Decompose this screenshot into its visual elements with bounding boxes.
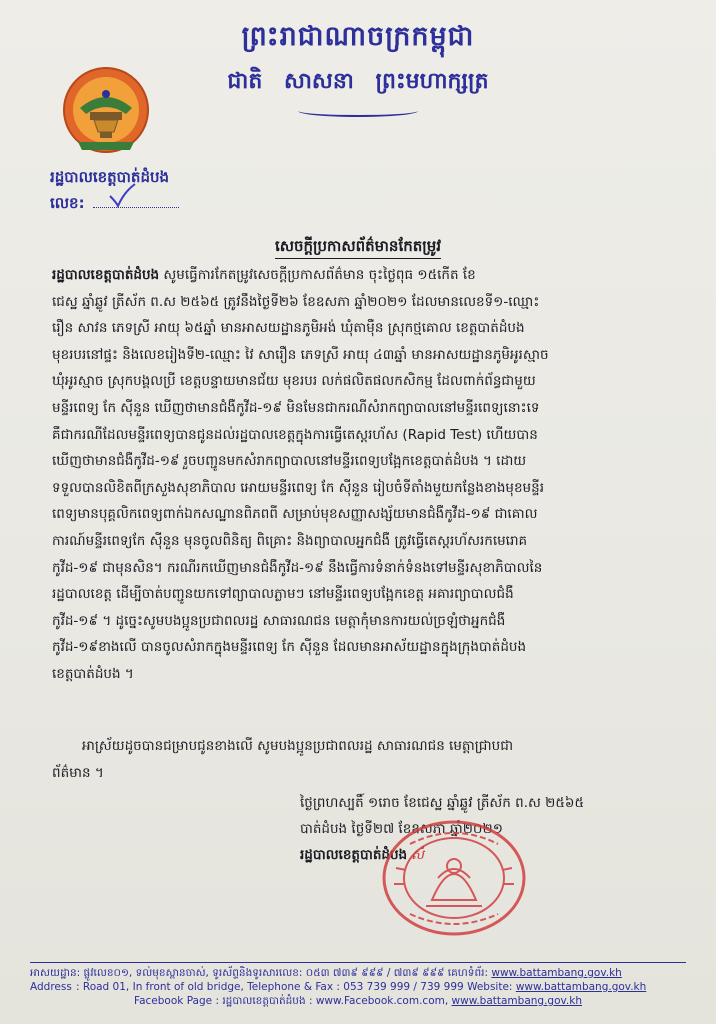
body-line: ឃុំអូរស្មាច ស្រុកបង្គលប្រី ខេត្តបន្ទាយមានជ័យ មុខរបរ លក់ផលិតផលកសិកម្ម ដែលពាក់ព័ន្ធជាមួយ <box>52 373 536 390</box>
body-line: កូវីដ-១៩ ជាមុនសិន។ ករណីរកឃើញមានជំងឺកូវីដ-១៩ នឹងធ្វើការទំនាក់ទំនងទៅមន្ទីរសុខាភិបាលនៃ <box>52 559 543 576</box>
document-title <box>0 237 716 259</box>
body-line: ការណ៍មន្ទីរពេទ្យកែ ស៊ីនួន មុនចូលពិនិត្យ ពិគ្រោះ និងព្យាបាលអ្នកជំងឺ ត្រូវធ្វើតេស្តរហ័សរកមេរោគ <box>52 532 528 549</box>
body-line: រដ្ឋបាលខេត្ត ដើម្បីចាត់បញ្ជូនយកទៅព្យាបាលភ្លាមៗ នៅមន្ទីរពេទ្យបង្អែកខេត្ត អគារព្យាបាលជំងឺ <box>52 586 514 603</box>
issue-date: បាត់ដំបង ថ្ងៃទី២៧ ខែឧសភា ឆ្នាំ២០២១ <box>300 821 503 837</box>
footer-address-km: អាសយដ្ឋាន: ផ្លូវលេខ០១, ទល់មុខស្ពានចាស់, ទូរស័ព្ទនិងទូរសារលេខ: ០៥៣ ៧៣៩ ៩៩៩ / ៧៣៩ ៩៩៩ គេហទំព័រ: www.battambang.gov.kh <box>30 967 622 979</box>
lunar-date: ថ្ងៃព្រហស្បតិ៍ ១រោច ខែជេស្ឋ ឆ្នាំឆ្លូវ ត្រីស័ក ព.ស ២៥៦៥ <box>300 795 585 811</box>
website-link[interactable]: www.battambang.gov.kh <box>451 995 582 1007</box>
province-emblem-logo <box>60 64 152 164</box>
footer-address-en: Address : Road 01, In front of old bridge, Telephone & Fax : 053 739 999 / 739 999 Website: www.battambang.gov.kh <box>30 981 647 993</box>
body-paragraph <box>52 262 664 688</box>
issuing-authority: រដ្ឋបាលខេត្តបាត់ដំបង <box>50 168 170 186</box>
website-link[interactable]: www.battambang.gov.kh <box>491 967 622 979</box>
footer-facebook: Facebook Page : រដ្ឋបាលខេត្តបាត់ដំបង : www.Facebook.com.com, www.battambang.gov.kh <box>134 995 582 1007</box>
body-line: កូវីដ-១៩ ។ ដូច្នេះសូមបងប្អូនប្រជាពលរដ្ឋ សាធារណជន មេត្តាកុំមានការយល់ច្រឡំថាអ្នកជំងឺ <box>52 612 506 629</box>
checkmark-icon <box>108 182 136 208</box>
number-label: លេខ: <box>50 194 85 212</box>
body-line: ទទួលបានលិខិតពីក្រសួងសុខាភិបាល អោយមន្ទីរពេទ្យ កែ ស៊ីនួន រៀបចំទីតាំងមួយកន្លែងខាងមុខមន្ទីរ <box>52 479 544 496</box>
website-link[interactable]: www.battambang.gov.kh <box>515 981 647 993</box>
motto-ornament <box>298 105 418 117</box>
body-line: រឿន សាវន ភេទស្រី អាយុ ៦៥ឆ្នាំ មានអាសយដ្ឋានភូមិអង់ ឃុំតាម៉ឺន ស្រុកថ្មគោល ខេត្តបាត់ដំបង <box>52 320 525 337</box>
page-footer <box>30 962 686 1008</box>
body-line: សូមធ្វើការកែតម្រូវសេចក្តីប្រកាសព័ត៌មាន ចុះថ្ងៃពុធ ១៥កើត ខែ <box>163 267 476 283</box>
paragraph-lead: រដ្ឋបាលខេត្តបាត់ដំបង <box>52 267 160 283</box>
body-line: មុខរបរនៅផ្ទះ និងលេខរៀងទី២-ឈ្មោះ វៃ សារឿន ភេទស្រី អាយុ ៤៣ឆ្នាំ មានអាសយដ្ឋានភូមិអូរស្មាច <box>52 346 549 363</box>
official-seal-stamp <box>380 818 528 938</box>
title-text: សេចក្តីប្រកាសព័ត៌មានកែតម្រូវ <box>275 237 441 259</box>
body-line: ជេស្ឋ ឆ្នាំឆ្លូវ ត្រីស័ក ព.ស ២៥៦៥ ត្រូវនឹងថ្ងៃទី២៦ ខែឧសភា ឆ្នាំ២០២១ ដែលមានលេខទី១-ឈ្មោះ <box>52 293 540 310</box>
closing-paragraph <box>52 733 664 787</box>
body-line: ឃើញថាមានជំងឺកូវីដ-១៩ រួចបញ្ជូនមកសំរាកព្យាបាលនៅមន្ទីរពេទ្យបង្អែកខេត្តបាត់ដំបង ។ ដោយ <box>52 453 527 470</box>
handwritten-initial: សំ <box>411 847 424 863</box>
body-line: មន្ទីរពេទ្យ កែ ស៊ីនួន ឃើញថាមានជំងឺកូវីដ-១៩ មិនមែនជាករណីសំរាកព្យាបាលនៅមន្ទីរពេទ្យនោះទេ <box>52 399 540 416</box>
closing-line: អាស្រ័យដូចបានជម្រាបជូនខាងលើ សូមបងប្អូនប្រជាពលរដ្ឋ សាធារណជន មេត្តាជ្រាបជា <box>82 738 514 754</box>
signer-name: រដ្ឋបាលខេត្តបាត់ដំបង <box>300 847 408 863</box>
body-line: ពេទ្យមានបុគ្គលិកពេទ្យពាក់ឯកសណ្ឋានពិភពពី សម្រាប់មុខសញ្ញាសង្ស័យមានជំងឺកូវីដ-១៩ ជាគោល <box>52 506 538 523</box>
body-line: គឺជាករណីដែលមន្ទីរពេទ្យបានជូនដល់រដ្ឋបាលខេត្តក្នុងការធ្វើតេស្តរហ័ស (Rapid Test) ហើយបាន <box>52 426 538 443</box>
closing-line: ព័ត៌មាន ។ <box>52 765 104 781</box>
kingdom-title: ព្រះរាជាណាចក្រកម្ពុជា <box>241 21 475 52</box>
national-motto: ជាតិ សាសនា ព្រះមហាក្សត្រ <box>227 68 489 94</box>
body-line: កូវីដ-១៩ខាងលើ បានចូលសំរាកក្នុងមន្ទីរពេទ្យ កែ ស៊ីនួន ដែលមានអាស័យដ្ឋានក្នុងក្រុងបាត់ដំបង <box>52 639 527 656</box>
body-line: ខេត្តបាត់ដំបង ។ <box>52 665 134 682</box>
